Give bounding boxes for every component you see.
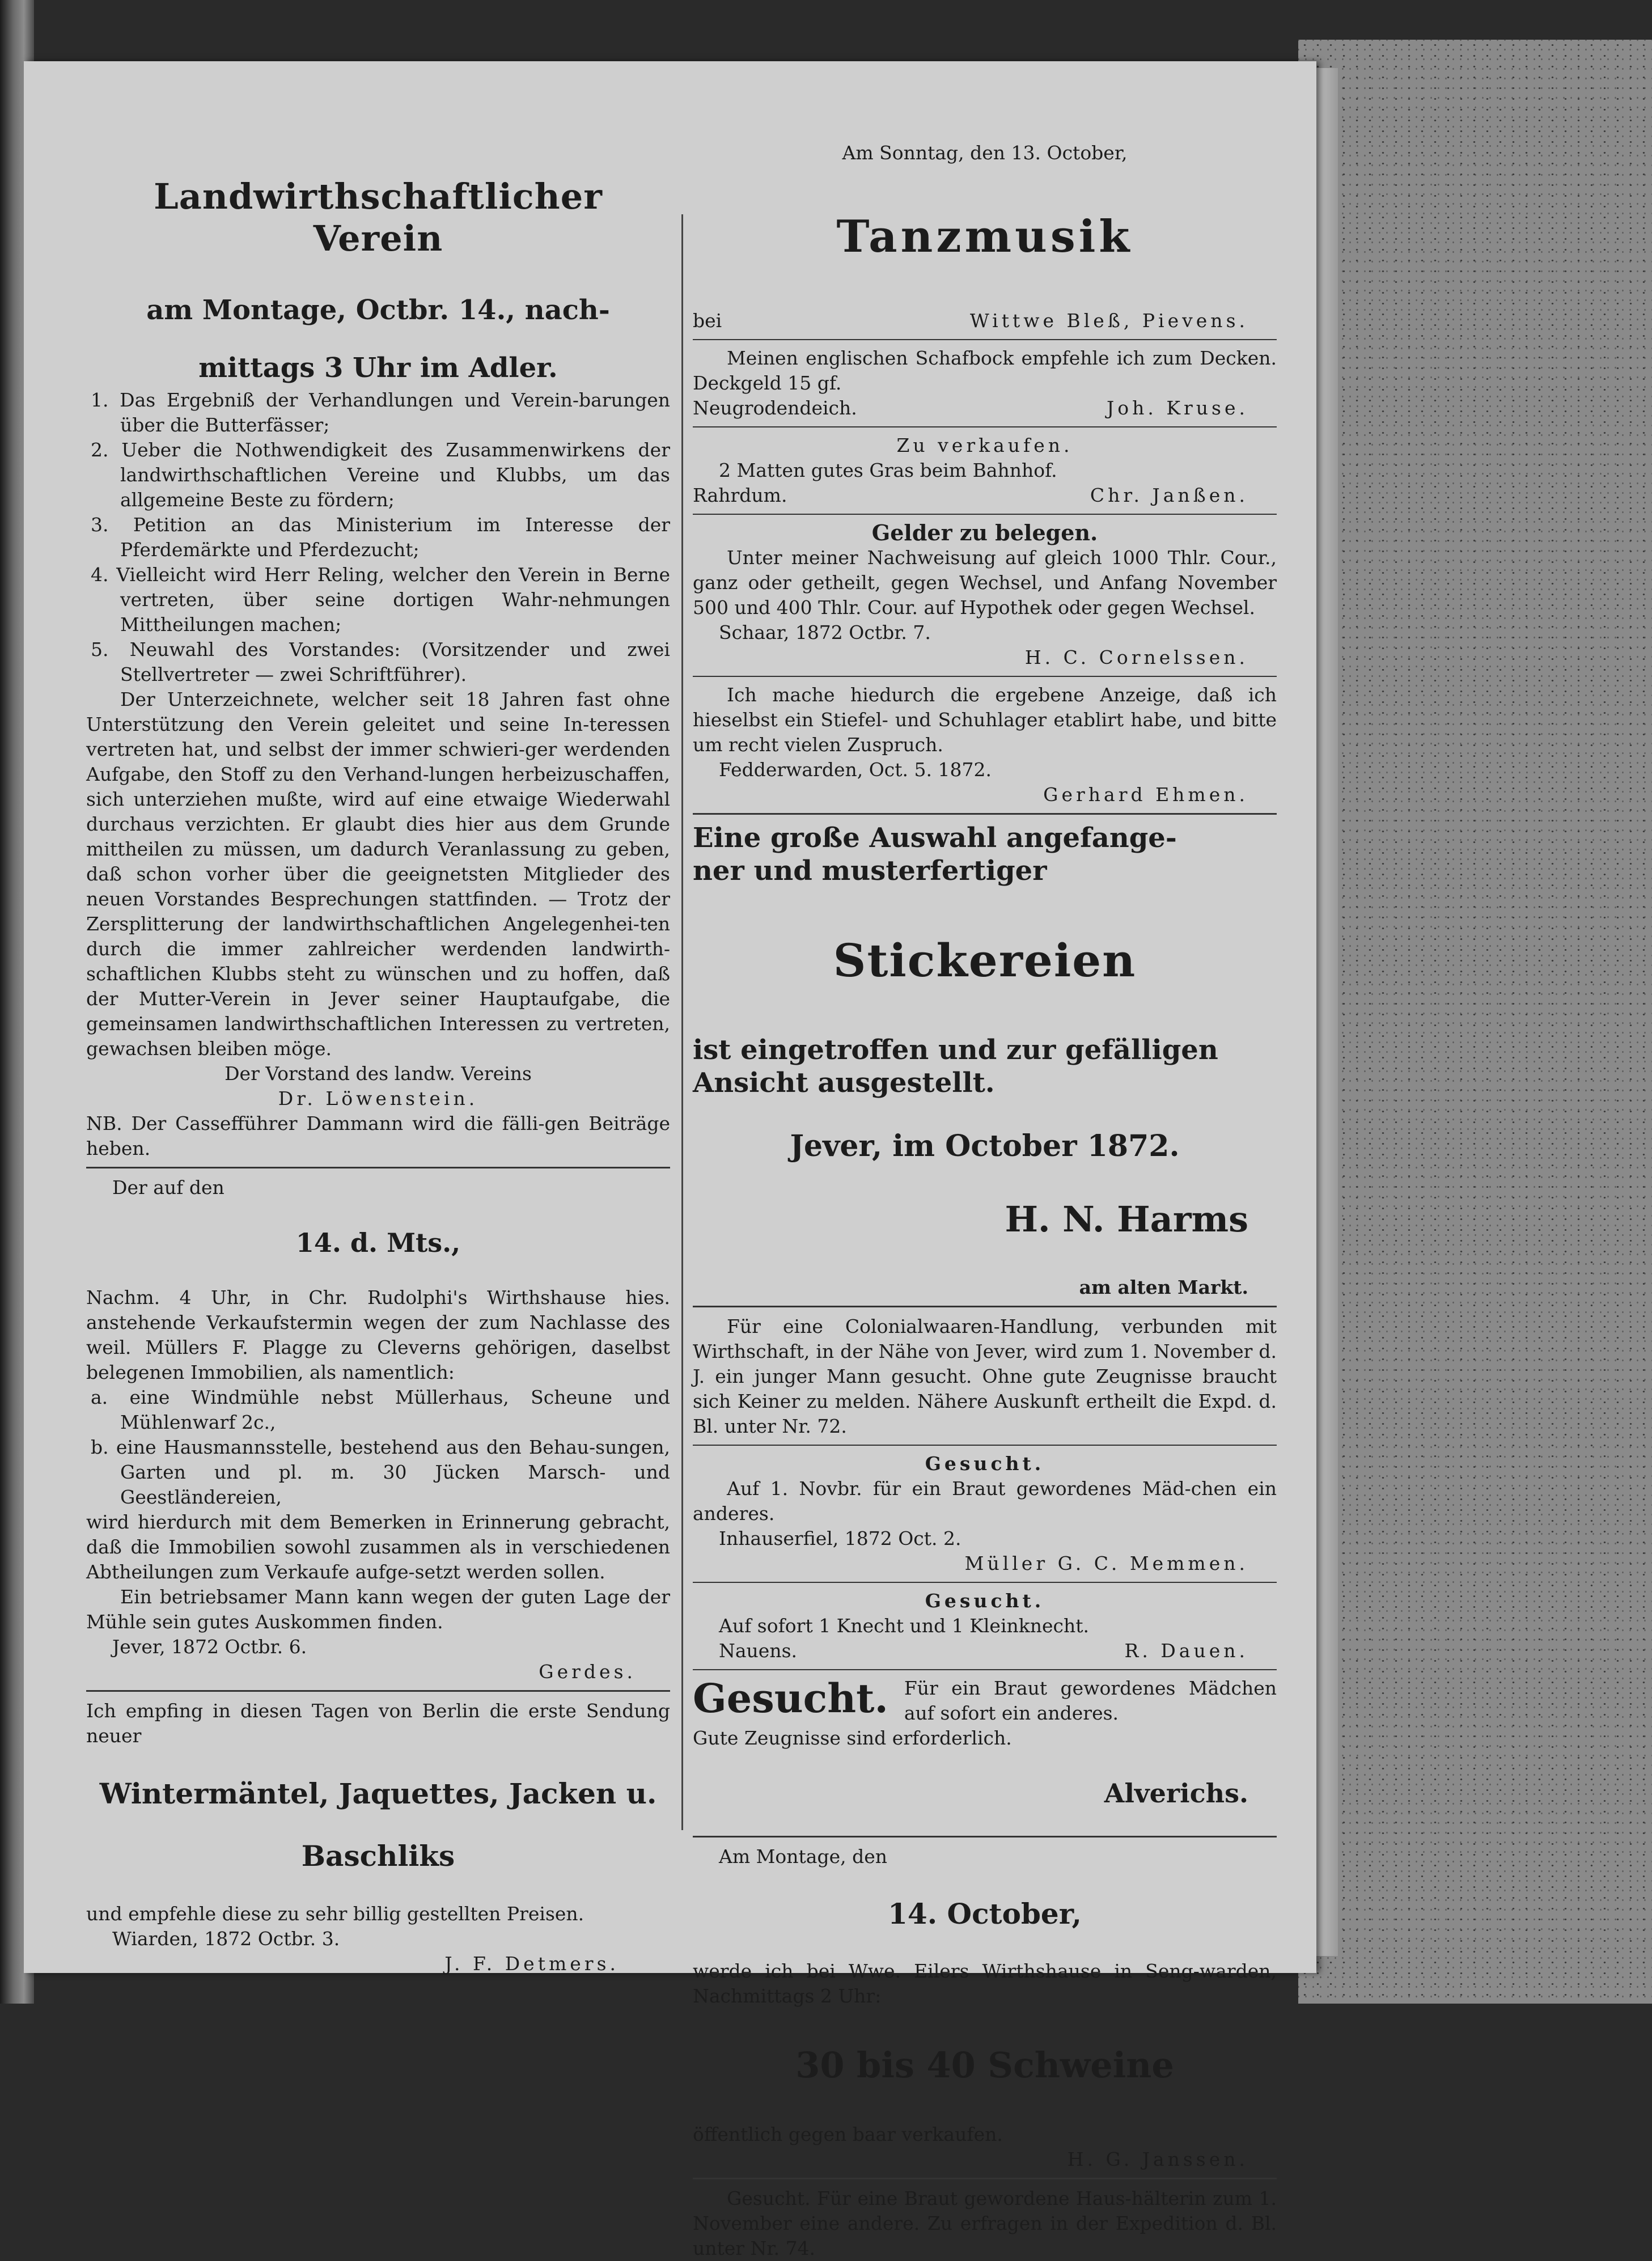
- detmers-place: Wiarden, 1872 Octbr. 3.: [112, 1928, 340, 1950]
- memmen-body: Auf 1. Novbr. für ein Braut gewordenes Mäd-chen ein anderes.: [693, 1477, 1277, 1525]
- termin-place: Jever, 1872 Octbr. 6.: [112, 1636, 307, 1658]
- verein-signature-1: Der Vorstand des landw. Vereins: [224, 1062, 532, 1085]
- verkaufen-head: Zu verkaufen.: [896, 434, 1073, 456]
- verein-body: Der Unterzeichnete, welcher seit 18 Jahren fast ohne Unterstützung den Verein geleitet und seine In-teressen vertreten hat, und selbst der immer schwieri-ger werdenden Aufgabe, den Stoff zu den Verhand-lungen herbeizuschaffen, sich unterziehen mußte, wird auf eine etwaige Wiederwahl durchaus verzichten. Er glaubt dies hier aus dem Grunde mittheilen zu müssen, um dadurch Veranlassung zu geben, daß schon vorher über die geeignetsten Mitglieder des neuen Vorstandes Besprechungen stattfinden. — Trotz der Zersplitterung der landwirthschaftlichen Angelegenhei-ten durch die immer zahlreicher werdenden landwirth-schaftlichen Klubbs steht zu wünschen und zu hoffen, daß der Mutter-Verein in Jever seiner Hauptaufgabe, die gemeinsamen landwirthschaftlichen Interessen zu vertreten, gewachsen bleiben möge.: [86, 688, 670, 1060]
- divider: [86, 1167, 670, 1168]
- verein-signature-2: Dr. Löwenstein.: [278, 1087, 478, 1110]
- memmen-place: Inhauserfiel, 1872 Oct. 2.: [719, 1527, 961, 1549]
- schweine-line-1: Am Montage, den: [719, 1845, 887, 1868]
- termin-date: 14. d. Mts.,: [295, 1227, 461, 1258]
- divider: [693, 1669, 1277, 1670]
- harms-head: Stickereien: [833, 934, 1137, 987]
- back-cover-board: [1298, 40, 1652, 2004]
- tanz-bei: bei: [693, 310, 722, 332]
- ehmen-signature: Gerhard Ehmen.: [1043, 784, 1248, 806]
- termin-item-a: a. eine Windmühle nebst Müllerhaus, Scheune und Mühlenwarf 2c.,: [91, 1386, 670, 1433]
- detmers-head-2: Baschliks: [301, 1839, 455, 1873]
- detmers-body-2: und empfehle diese zu sehr billig gestellten Preisen.: [86, 1903, 584, 1925]
- ad-colonialwaaren: [693, 1314, 1277, 1439]
- gelder-head: Gelder zu belegen.: [871, 520, 1098, 545]
- harms-line-1: Eine große Auswahl angefange-: [693, 822, 1177, 854]
- alverichs-body: Für ein Braut gewordenes Mädchen auf sofort ein anderes.: [904, 1677, 1277, 1724]
- ad-memmen: [693, 1451, 1277, 1576]
- termin-body-3: Ein betriebsamer Mann kann wegen der guten Lage der Mühle sein gutes Auskommen finden.: [86, 1586, 670, 1633]
- kruse-signature: Joh. Kruse.: [1107, 397, 1248, 419]
- detmers-body: Ich empfing in diesen Tagen von Berlin die erste Sendung neuer: [86, 1700, 670, 1747]
- harms-line-4: Ansicht ausgestellt.: [693, 1067, 995, 1099]
- dauen-signature: R. Dauen.: [1124, 1640, 1248, 1662]
- gelder-place: Schaar, 1872 Octbr. 7.: [719, 621, 931, 643]
- verein-item-1: 1. Das Ergebniß der Verhandlungen und Verein-barungen über die Butterfässer;: [91, 389, 670, 436]
- ad-verkaufstermin: [86, 1175, 670, 1684]
- ad-tanzmusik: [693, 141, 1277, 333]
- divider: [693, 676, 1277, 677]
- harms-signature: H. N. Harms: [1005, 1199, 1248, 1240]
- ad-kruse: [693, 346, 1277, 421]
- schweine-body-2: öffentlich gegen baar verkaufen.: [693, 2123, 1003, 2145]
- verein-item-2: 2. Ueber die Nothwendigkeit des Zusammenwirkens der landwirthschaftlichen Vereine und Klubbs, um das allgemeine Beste zu fördern;: [91, 439, 670, 511]
- divider: [693, 339, 1277, 340]
- ehmen-place: Fedderwarden, Oct. 5. 1872.: [719, 759, 992, 781]
- schweine-date: 14. October,: [888, 1897, 1082, 1930]
- divider: [86, 1690, 670, 1692]
- schweine-body: werde ich bei Wwe. Eilers Wirthshause in Seng-warden, Nachmittags 2 Uhr:: [693, 1960, 1277, 2007]
- right-column: [693, 141, 1277, 2261]
- tanz-line-1: Am Sonntag, den 13. October,: [842, 142, 1128, 164]
- divider: [693, 2178, 1277, 2179]
- harms-line-3: ist eingetroffen und zur gefälligen: [693, 1034, 1218, 1066]
- colonial-body: Für eine Colonialwaaren-Handlung, verbunden mit Wirthschaft, in der Nähe von Jever, wird zum 1. November d. J. ein junger Mann gesucht. Ohne gute Zeugnisse braucht sich Keiner zu melden. Nähere Auskunft ertheilt die Expd. d. Bl. unter Nr. 72.: [693, 1315, 1277, 1437]
- newspaper-page: [24, 61, 1316, 2259]
- ad-zu-verkaufen: [693, 433, 1277, 508]
- termin-item-b: b. eine Hausmannsstelle, bestehend aus den Behau-sungen, Garten und pl. m. 30 Jücken Marsch- und Geestländereien,: [91, 1436, 670, 1508]
- verkaufen-signature: Chr. Janßen.: [1090, 484, 1248, 506]
- verein-nb: NB. Der Cassefführer Dammann wird die fälli-gen Beiträge heben.: [86, 1112, 670, 1159]
- alverichs-signature: Alverichs.: [1104, 1778, 1248, 1809]
- termin-body: Nachm. 4 Uhr, in Chr. Rudolphi's Wirthshause hies. anstehende Verkaufstermin wegen der zum Nachlasse des weil. Müllers F. Plagge zu Cleverns gehörigen, daselbst belegenen Immobilien, als namentlich:: [86, 1286, 670, 1383]
- ad-harms-stickereien: [693, 822, 1277, 1300]
- verein-subtitle-1: am Montage, Octbr. 14., nach-: [146, 294, 610, 326]
- divider: [693, 1582, 1277, 1583]
- termin-intro: Der auf den: [112, 1176, 224, 1199]
- alverichs-body-2: Gute Zeugnisse sind erforderlich.: [693, 1727, 1012, 1749]
- divider: [693, 426, 1277, 427]
- haushaelterin-body: Gesucht. Für eine Braut gewordene Haus-hälterin zum 1. November eine andere. Zu erfragen in der Expedition d. Bl. unter Nr. 74.: [693, 2187, 1277, 2259]
- ad-ehmen: [693, 683, 1277, 807]
- detmers-signature: J. F. Detmers.: [444, 1953, 619, 1975]
- verein-subtitle-2: mittags 3 Uhr im Adler.: [198, 352, 558, 384]
- harms-signature-2: am alten Markt.: [1079, 1276, 1248, 1298]
- detmers-head-1: Wintermäntel, Jaquettes, Jacken u.: [99, 1777, 657, 1810]
- dauen-place: Nauens.: [719, 1640, 798, 1662]
- harms-line-2: ner und musterfertiger: [693, 855, 1047, 887]
- divider: [693, 1445, 1277, 1446]
- ad-landwirthschaftlicher-verein: [86, 176, 670, 1161]
- column-rule: [681, 214, 683, 1830]
- kruse-body: Meinen englischen Schafbock empfehle ich zum Decken. Deckgeld 15 gf.: [693, 347, 1277, 394]
- tanz-signature: Wittwe Bleß, Pievens.: [969, 310, 1248, 332]
- kruse-place: Neugrodendeich.: [693, 397, 857, 419]
- alverichs-head: Gesucht.: [693, 1675, 888, 1722]
- ehmen-body: Ich mache hiedurch die ergebene Anzeige, daß ich hieselbst ein Stiefel- und Schuhlager etablirt habe, und bitte um recht vielen Zuspruch.: [693, 684, 1277, 756]
- harms-place: Jever, im October 1872.: [790, 1129, 1180, 1163]
- gelder-signature: H. C. Cornelssen.: [1024, 646, 1248, 668]
- ad-dauen: [693, 1589, 1277, 1663]
- divider: [693, 514, 1277, 515]
- ad-alverichs: [693, 1676, 1277, 1810]
- ad-schweine: [693, 1844, 1277, 2172]
- verein-item-4: 4. Vielleicht wird Herr Reling, welcher den Verein in Berne vertreten, über seine dortigen Wahr-nehmungen Mittheilungen machen;: [91, 564, 670, 636]
- verkaufen-body: 2 Matten gutes Gras beim Bahnhof.: [719, 459, 1057, 481]
- left-column: [86, 141, 670, 1976]
- divider: [693, 1306, 1277, 1307]
- ad-haushaelterin: [693, 2186, 1277, 2261]
- termin-signature: Gerdes.: [539, 1661, 636, 1683]
- dauen-body: Auf sofort 1 Knecht und 1 Kleinknecht.: [719, 1615, 1090, 1637]
- verein-item-5: 5. Neuwahl des Vorstandes: (Vorsitzender und zwei Stellvertreter — zwei Schriftführer).: [91, 638, 670, 685]
- divider: [693, 1836, 1277, 1837]
- gelder-body: Unter meiner Nachweisung auf gleich 1000 Thlr. Cour., ganz oder getheilt, gegen Wechsel, und Anfang November 500 und 400 Thlr. Cour. auf Hypothek oder gegen Wechsel.: [693, 547, 1277, 619]
- ad-detmers: [86, 1699, 670, 1976]
- tanz-head: Tanzmusik: [836, 211, 1133, 262]
- schweine-head: 30 bis 40 Schweine: [795, 2044, 1174, 2086]
- dauen-head: Gesucht.: [925, 1590, 1045, 1612]
- memmen-signature: Müller G. C. Memmen.: [964, 1552, 1248, 1574]
- termin-body-2: wird hierdurch mit dem Bemerken in Erinnerung gebracht, daß die Immobilien sowohl zusammen als in verschiedenen Abtheilungen zum Verkaufe aufge-setzt werden sollen.: [86, 1511, 670, 1583]
- verein-item-3: 3. Petition an das Ministerium im Interesse der Pferdemärkte und Pferdezucht;: [91, 514, 670, 561]
- divider: [693, 813, 1277, 815]
- memmen-head: Gesucht.: [925, 1453, 1045, 1475]
- verkaufen-place: Rahrdum.: [693, 484, 787, 506]
- schweine-signature: H. G. Janssen.: [1067, 2148, 1248, 2170]
- verein-title: Landwirthschaftlicher Verein: [154, 176, 603, 259]
- ad-gelder: [693, 520, 1277, 670]
